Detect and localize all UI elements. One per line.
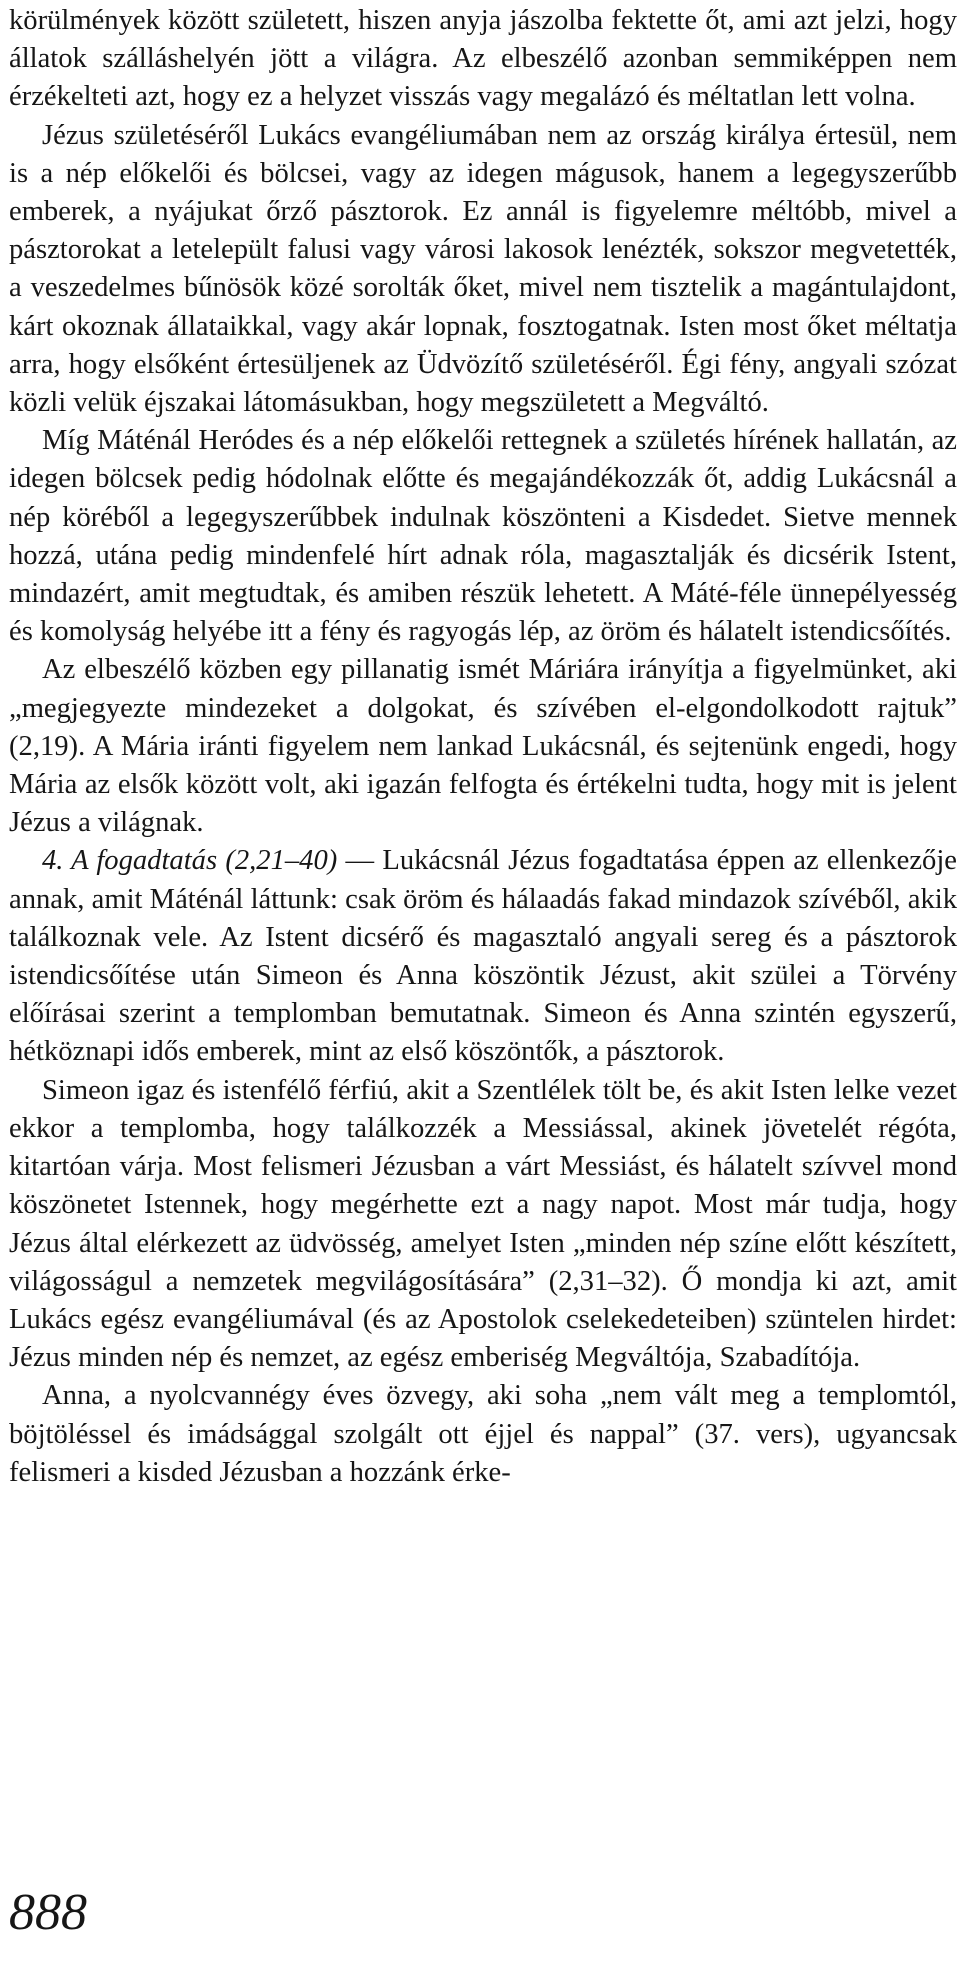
page-body [9, 2, 957, 1492]
paragraph-5-text: — Lukácsnál Jézus fogadtatása éppen az ellenkezője annak, amit Máténál láttunk: csak öröm és hálaadás fakad mindazok szívéből, akik találkoznak vele. Az Istent dicsérő és magasztaló angyali sereg és a pásztorok istendicsőítése után Simeon és Anna köszöntik Jézust, akit szülei a Törvény előírásai szerint a templomban bemutatnak. Simeon és Anna szintén egyszerű, hétköznapi idős emberek, mint az első köszöntők, a pásztorok. [9, 845, 957, 1068]
page-number: 888 [9, 1884, 87, 1941]
paragraph-4: Az elbeszélő közben egy pillanatig ismét Máriára irányítja a figyelmünket, aki „megjegyezte mindezeket a dolgokat, és szívében el-elgondolkodott rajtuk” (2,19). A Mária iránti figyelem nem lankad Lukácsnál, és sejtenünk engedi, hogy Mária az elsők között volt, aki igazán felfogta és értékelni tudta, hogy mit is jelent Jézus a világnak. [9, 654, 957, 839]
section-heading: 4. A fogadtatás (2,21–40) [42, 845, 338, 877]
paragraph-1: körülmények között született, hiszen anyja jászolba fektette őt, ami azt jelzi, hogy állatok szálláshelyén jött a világra. Az elbeszélő azonban semmiképpen nem érzékelteti azt, hogy ez a helyzet visszás vagy megalázó és méltatlan lett volna. [9, 5, 957, 113]
paragraph-3: Míg Máténál Heródes és a nép előkelői rettegnek a születés hírének hallatán, az idegen bölcsek pedig hódolnak előtte és megajándékozzák őt, addig Lukácsnál a nép köréből a legegyszerűbbek indulnak köszönteni a Kisdedet. Sietve mennek hozzá, utána pedig mindenfelé hírt adnak róla, magasztalják és dicsérik Istent, mindazért, amit megtudtak, és amiben részük lehetett. A Máté-féle ünnepélyesség és komolyság helyébe itt a fény és ragyogás lép, az öröm és hálatelt istendicsőítés. [9, 425, 957, 648]
paragraph-2: Jézus születéséről Lukács evangéliumában nem az ország királya értesül, nem is a nép előkelői és bölcsei, vagy az idegen mágusok, hanem a legegyszerűbb emberek, a nyájukat őrző pásztorok. Ez annál is figyelemre méltóbb, mivel a pásztorokat a letelepült falusi vagy városi lakosok lenézték, sokszor megvetették, a veszedelmes bűnösök közé sorolták őket, mivel nem tisztelik a magántulajdont, kárt okoznak állataikkal, vagy akár lopnak, fosztogatnak. Isten most őket méltatja arra, hogy elsőként értesüljenek az Üdvözítő születéséről. Égi fény, angyali szózat közli velük éjszakai látomásukban, hogy megszületett a Megváltó. [9, 119, 957, 419]
paragraph-5 [9, 842, 957, 1071]
paragraph-7: Anna, a nyolcvannégy éves özvegy, aki soha „nem vált meg a templomtól, böjtöléssel és imádsággal szolgált ott éjjel és nappal” (37. vers), ugyancsak felismeri a kisded Jézusban a hozzánk érke- [9, 1380, 957, 1488]
paragraph-6: Simeon igaz és istenfélő férfiú, akit a Szentlélek tölt be, és akit Isten lelke vezet ekkor a templomba, hogy találkozzék a Messiással, akinek jövetelét régóta, kitartóan várja. Most felismeri Jézusban a várt Messiást, és hálatelt szívvel mond köszönetet Istennek, hogy megérhette ezt a nagy napot. Most már tudja, hogy Jézus által elérkezett az üdvösség, amelyet Isten „minden nép színe előtt készített, világosságul a nemzetek megvilágosítására” (2,31–32). Ő mondja ki azt, amit Lukács egész evangéliumával (és az Apostolok cselekedeteiben) szüntelen hirdet: Jézus minden nép és nemzet, az egész emberiség Megváltója, Szabadítója. [9, 1074, 957, 1374]
